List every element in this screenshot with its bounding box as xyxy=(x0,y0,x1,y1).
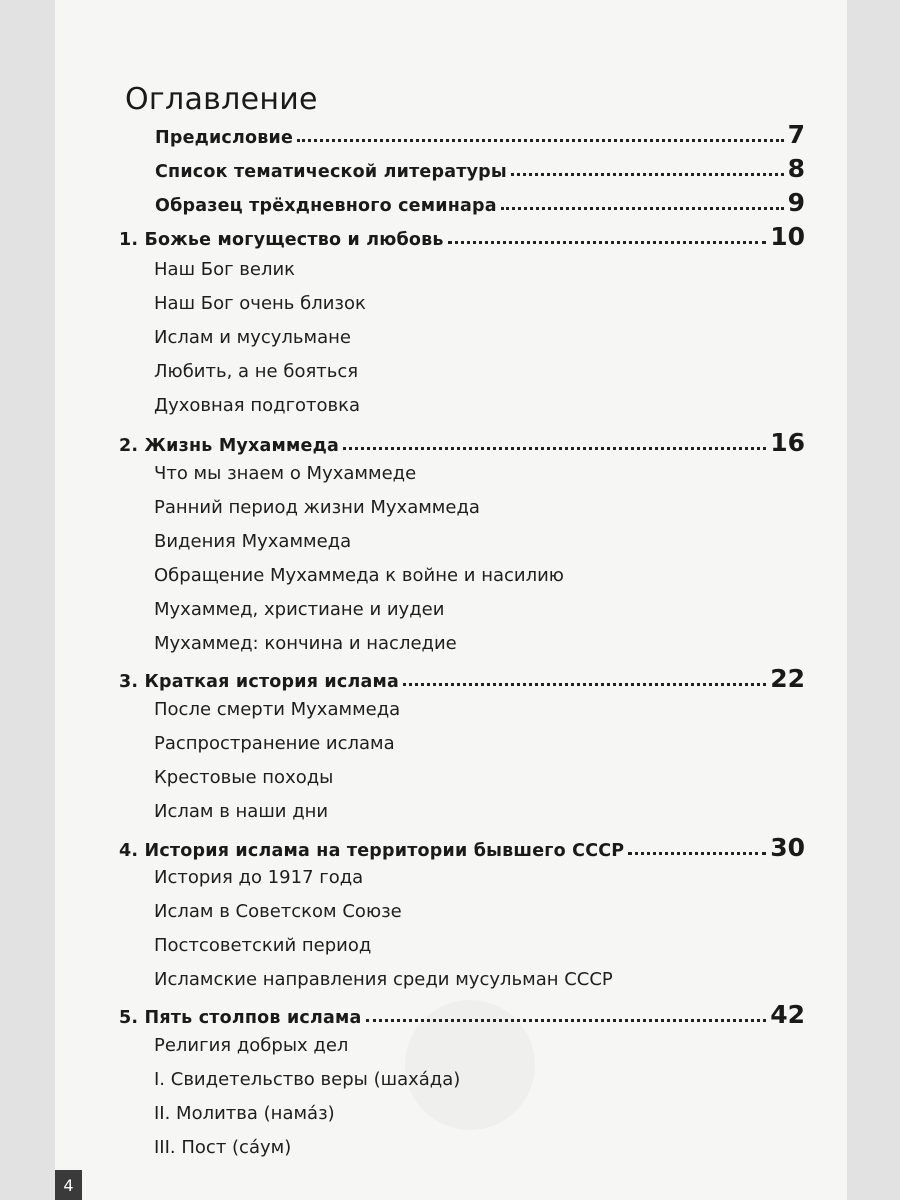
toc-section[interactable]: II. Молитва (нама́з) xyxy=(154,1103,335,1124)
toc-section[interactable]: Ислам в Советском Союзе xyxy=(154,901,402,922)
toc-section[interactable]: Что мы знаем о Мухаммеде xyxy=(154,463,417,484)
dot-leader xyxy=(343,447,766,450)
dot-leader xyxy=(448,241,767,244)
toc-section[interactable]: Ранний период жизни Мухаммеда xyxy=(154,497,480,518)
toc-entry-literature[interactable] xyxy=(155,154,805,183)
dot-leader xyxy=(628,852,766,855)
toc-section[interactable]: Распространение ислама xyxy=(154,733,395,754)
dot-leader xyxy=(403,683,766,686)
toc-page-number: 30 xyxy=(770,833,805,862)
toc-section[interactable]: Крестовые походы xyxy=(154,767,334,788)
toc-chapter-label: 5. Пять столпов ислама xyxy=(119,1008,362,1028)
toc-page-number: 9 xyxy=(787,188,805,217)
toc-page-number: 8 xyxy=(787,154,805,183)
toc-section[interactable]: Обращение Мухаммеда к войне и насилию xyxy=(154,565,564,586)
dot-leader xyxy=(501,207,784,210)
toc-section[interactable]: Исламские направления среди мусульман СССР xyxy=(154,969,613,990)
toc-section[interactable]: Мухаммед, христиане и иудеи xyxy=(154,599,445,620)
toc-section[interactable]: Духовная подготовка xyxy=(154,395,361,416)
toc-section[interactable]: Ислам и мусульмане xyxy=(154,327,351,348)
toc-entry-label: Список тематической литературы xyxy=(155,162,507,182)
book-page xyxy=(55,0,847,1200)
toc-page-number: 42 xyxy=(770,1000,805,1029)
toc-section[interactable]: Мухаммед: кончина и наследие xyxy=(154,633,457,654)
toc-title: Оглавление xyxy=(125,82,318,118)
toc-section[interactable]: Постсоветский период xyxy=(154,935,372,956)
dot-leader xyxy=(366,1019,767,1022)
toc-page-number: 22 xyxy=(770,664,805,693)
toc-chapter-4[interactable] xyxy=(119,833,805,862)
toc-section[interactable]: Религия добрых дел xyxy=(154,1035,349,1056)
toc-section[interactable]: Видения Мухаммеда xyxy=(154,531,352,552)
toc-section[interactable]: Наш Бог очень близок xyxy=(154,293,366,314)
toc-entry-label: Образец трёхдневного семинара xyxy=(155,196,497,216)
dot-leader xyxy=(297,139,784,142)
toc-entry-preface[interactable] xyxy=(155,120,805,149)
toc-section[interactable]: После смерти Мухаммеда xyxy=(154,699,401,720)
toc-chapter-2[interactable] xyxy=(119,428,805,457)
toc-chapter-label: 1. Божье могущество и любовь xyxy=(119,230,444,250)
toc-chapter-label: 3. Краткая история ислама xyxy=(119,672,400,692)
toc-chapter-label: 4. История ислама на территории бывшего СССР xyxy=(119,841,625,861)
toc-page-number: 16 xyxy=(770,428,805,457)
toc-section[interactable]: I. Свидетельство веры (шаха́да) xyxy=(154,1069,461,1090)
toc-section[interactable]: Любить, а не бояться xyxy=(154,361,359,382)
toc-section[interactable]: Наш Бог велик xyxy=(154,259,296,280)
toc-chapter-1[interactable] xyxy=(119,222,805,251)
toc-section[interactable]: История до 1917 года xyxy=(154,867,364,888)
toc-page-number: 10 xyxy=(770,222,805,251)
toc-entry-label: Предисловие xyxy=(155,128,294,148)
page-number-badge: 4 xyxy=(55,1170,82,1200)
toc-section[interactable]: III. Пост (са́ум) xyxy=(154,1137,292,1158)
toc-section[interactable]: Ислам в наши дни xyxy=(154,801,329,822)
dot-leader xyxy=(511,173,784,176)
toc-chapter-3[interactable] xyxy=(119,664,805,693)
toc-entry-seminar[interactable] xyxy=(155,188,805,217)
toc-chapter-label: 2. Жизнь Мухаммеда xyxy=(119,436,339,456)
toc-page-number: 7 xyxy=(787,120,805,149)
toc-chapter-5[interactable] xyxy=(119,1000,805,1029)
